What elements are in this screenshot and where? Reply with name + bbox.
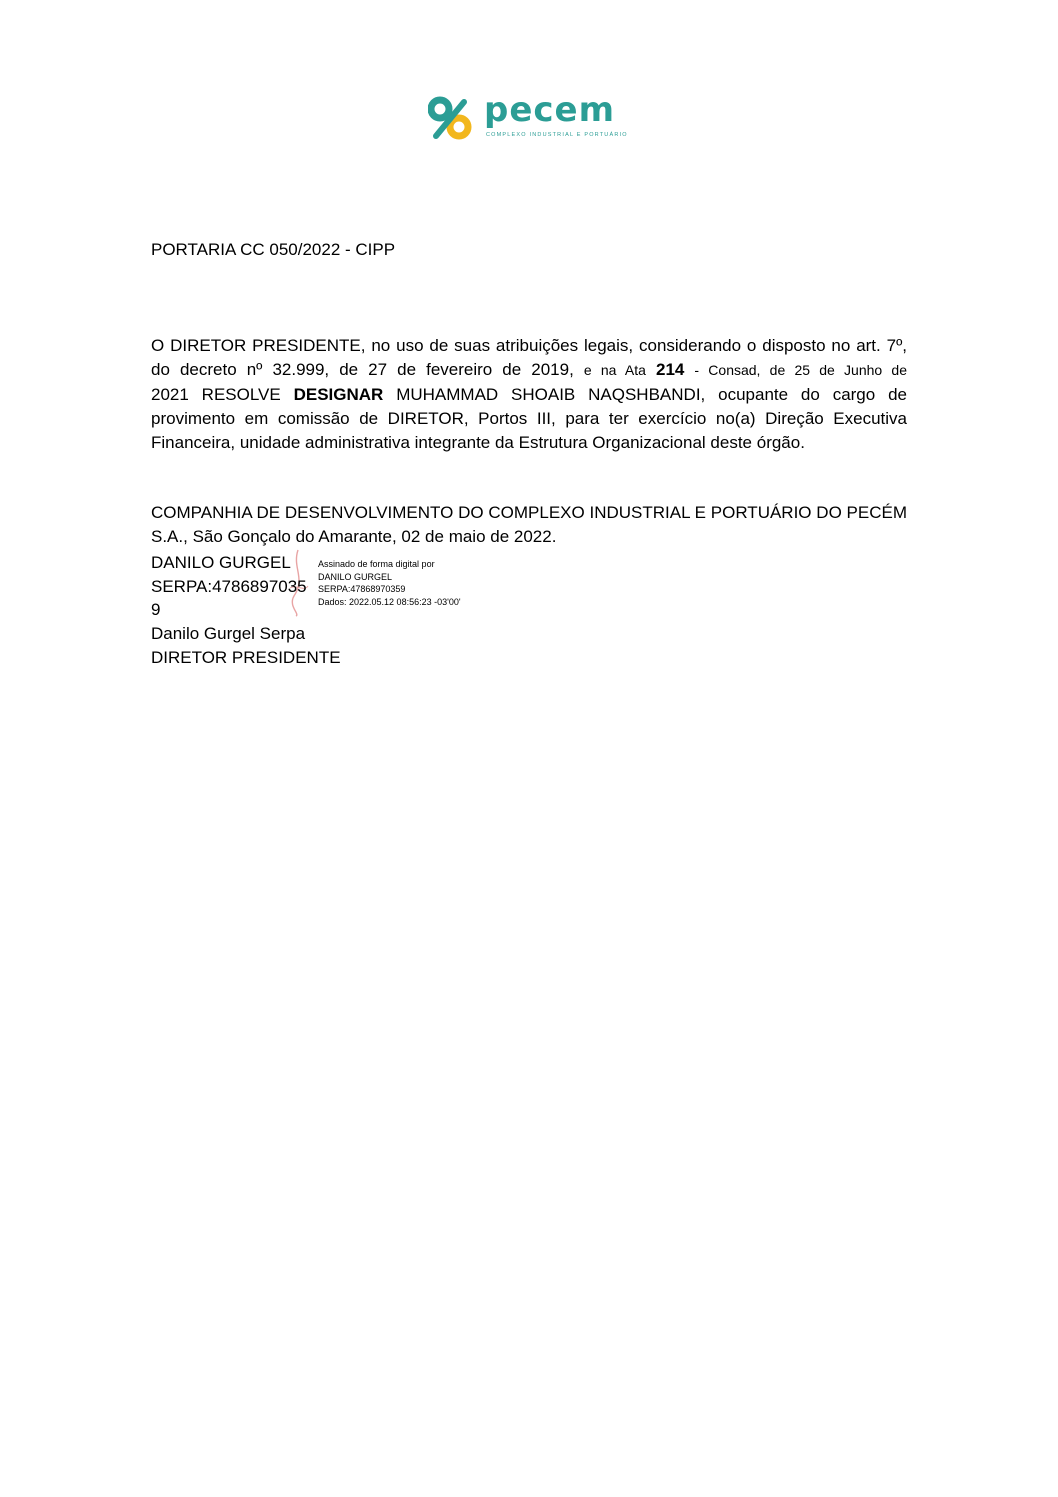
logo-wordmark: pecem (484, 90, 616, 130)
ata-number: 214 (655, 360, 685, 380)
resolution-paragraph (151, 334, 907, 455)
designar-keyword: DESIGNAR (293, 384, 384, 404)
paragraph-line (151, 383, 907, 407)
decree-text: do decreto nº 32.999, de 27 de fevereiro de 2019, (151, 360, 574, 380)
document-title: PORTARIA CC 050/2022 - CIPP (151, 240, 396, 259)
paragraph-line: O DIRETOR PRESIDENTE, no uso de suas atribuições legais, considerando o disposto no art. 7º, (151, 336, 907, 355)
signature-block (151, 551, 341, 670)
place-date-line: S.A., São Gonçalo do Amarante, 02 de maio de 2022. (151, 527, 557, 547)
company-paragraph (151, 501, 907, 550)
signature-meta-line: DANILO GURGEL (318, 571, 393, 582)
signer-id-line: 9 (151, 600, 161, 620)
digital-signature-details (318, 558, 461, 608)
signature-meta-line: Assinado de forma digital por (318, 559, 435, 569)
resolve-text: 2021 RESOLVE (151, 384, 281, 404)
pecem-symbol-icon (428, 96, 474, 142)
consad-text: - Consad, de 25 de Junho de (694, 362, 907, 379)
paragraph-line: Financeira, unidade administrativa integrante da Estrutura Organizacional deste órgão. (151, 433, 805, 453)
signer-name: Danilo Gurgel Serpa (151, 624, 306, 644)
designee-text: MUHAMMAD SHOAIB NAQSHBANDI, ocupante do cargo de (396, 384, 907, 404)
signer-role: DIRETOR PRESIDENTE (151, 647, 341, 667)
signature-meta-line: SERPA:47868970359 (318, 584, 406, 594)
signer-id-line: SERPA:4786897035 (151, 576, 307, 596)
paragraph-line: provimento em comissão de DIRETOR, Portos III, para ter exercício no(a) Direção Executiva (151, 408, 907, 428)
ata-label: e na Ata (583, 362, 646, 379)
pecem-logo (428, 90, 638, 146)
logo-subtitle: COMPLEXO INDUSTRIAL E PORTUÁRIO (486, 132, 628, 138)
signature-meta-line: Dados: 2022.05.12 08:56:23 -03'00' (318, 596, 461, 607)
company-name-line: COMPANHIA DE DESENVOLVIMENTO DO COMPLEXO INDUSTRIAL E PORTUÁRIO DO PECÉM (151, 503, 907, 522)
signer-id-line: DANILO GURGEL (151, 553, 291, 572)
paragraph-line (151, 358, 907, 382)
